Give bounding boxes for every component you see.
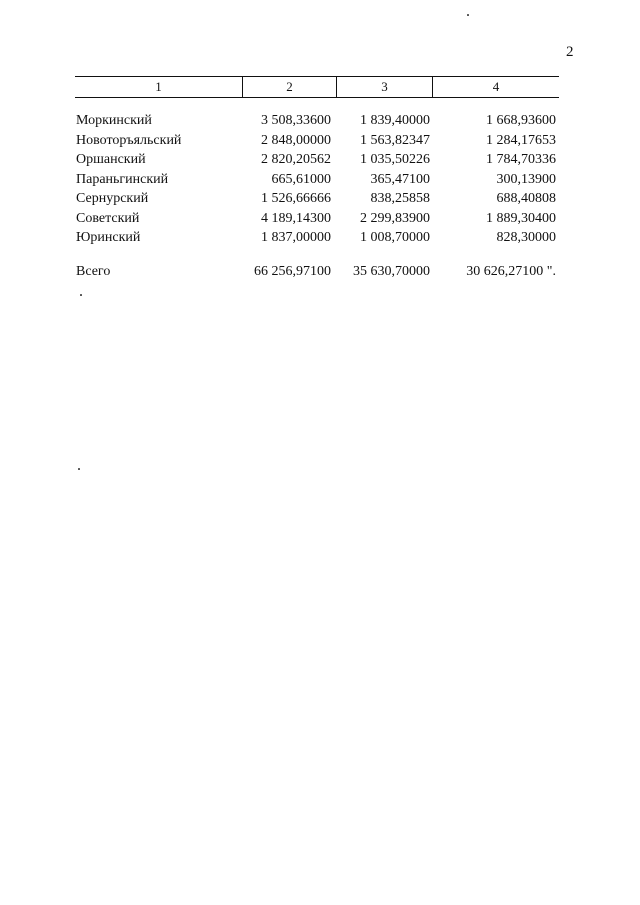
scan-speck — [80, 294, 82, 296]
district-name: Юринский — [76, 230, 141, 245]
district-name: Новоторъяльский — [76, 132, 182, 148]
value-col-2: 2 820,20562 — [261, 152, 331, 167]
value-col-4: 1 668,93600 — [486, 113, 556, 128]
value-col-4: 1 889,30400 — [486, 210, 556, 226]
value-col-4: 300,13900 — [496, 171, 556, 187]
page-number: 2 — [566, 44, 574, 60]
table-row — [75, 209, 559, 229]
value-col-3: 1 008,70000 — [360, 230, 430, 245]
district-name: Сернурский — [76, 191, 149, 206]
header-cell-4: 4 — [432, 77, 559, 97]
value-col-2: 3 508,33600 — [261, 113, 331, 128]
value-col-4: 828,30000 — [496, 230, 556, 245]
value-col-3: 365,47100 — [370, 171, 430, 187]
district-name: Параньгинский — [76, 171, 169, 187]
value-col-4: 1 784,70336 — [486, 152, 556, 167]
value-col-4: 1 284,17653 — [486, 132, 556, 148]
data-table — [75, 76, 559, 281]
value-col-2: 665,61000 — [271, 171, 331, 187]
value-col-2: 1 837,00000 — [261, 230, 331, 245]
district-name: Советский — [76, 210, 140, 226]
district-name: Моркинский — [76, 113, 152, 128]
table-row — [75, 228, 559, 248]
table-row — [75, 111, 559, 131]
scan-speck — [467, 14, 469, 16]
value-col-4: 688,40808 — [496, 191, 556, 206]
header-cell-1: 1 — [155, 79, 162, 94]
total-row — [75, 262, 559, 282]
value-col-2: 2 848,00000 — [261, 132, 331, 148]
value-col-3: 1 035,50226 — [360, 152, 430, 167]
table-row — [75, 189, 559, 209]
value-col-2: 1 526,66666 — [261, 191, 331, 206]
value-col-2: 4 189,14300 — [261, 210, 331, 226]
table-row — [75, 150, 559, 170]
district-name: Оршанский — [76, 152, 146, 167]
table-row — [75, 170, 559, 190]
value-col-3: 838,25858 — [370, 191, 430, 206]
total-col-2: 66 256,97100 — [254, 263, 331, 279]
header-cell-3: 3 — [336, 77, 432, 97]
scan-speck — [78, 468, 80, 470]
value-col-3: 2 299,83900 — [360, 210, 430, 226]
table-body — [75, 111, 559, 281]
value-col-3: 1 563,82347 — [360, 132, 430, 148]
header-cell-2: 2 — [242, 77, 336, 97]
total-col-3: 35 630,70000 — [353, 263, 430, 279]
table-header — [75, 76, 559, 98]
total-col-4: 30 626,27100 ". — [466, 263, 556, 279]
table-row — [75, 131, 559, 151]
value-col-3: 1 839,40000 — [360, 113, 430, 128]
total-label: Всего — [76, 263, 111, 279]
